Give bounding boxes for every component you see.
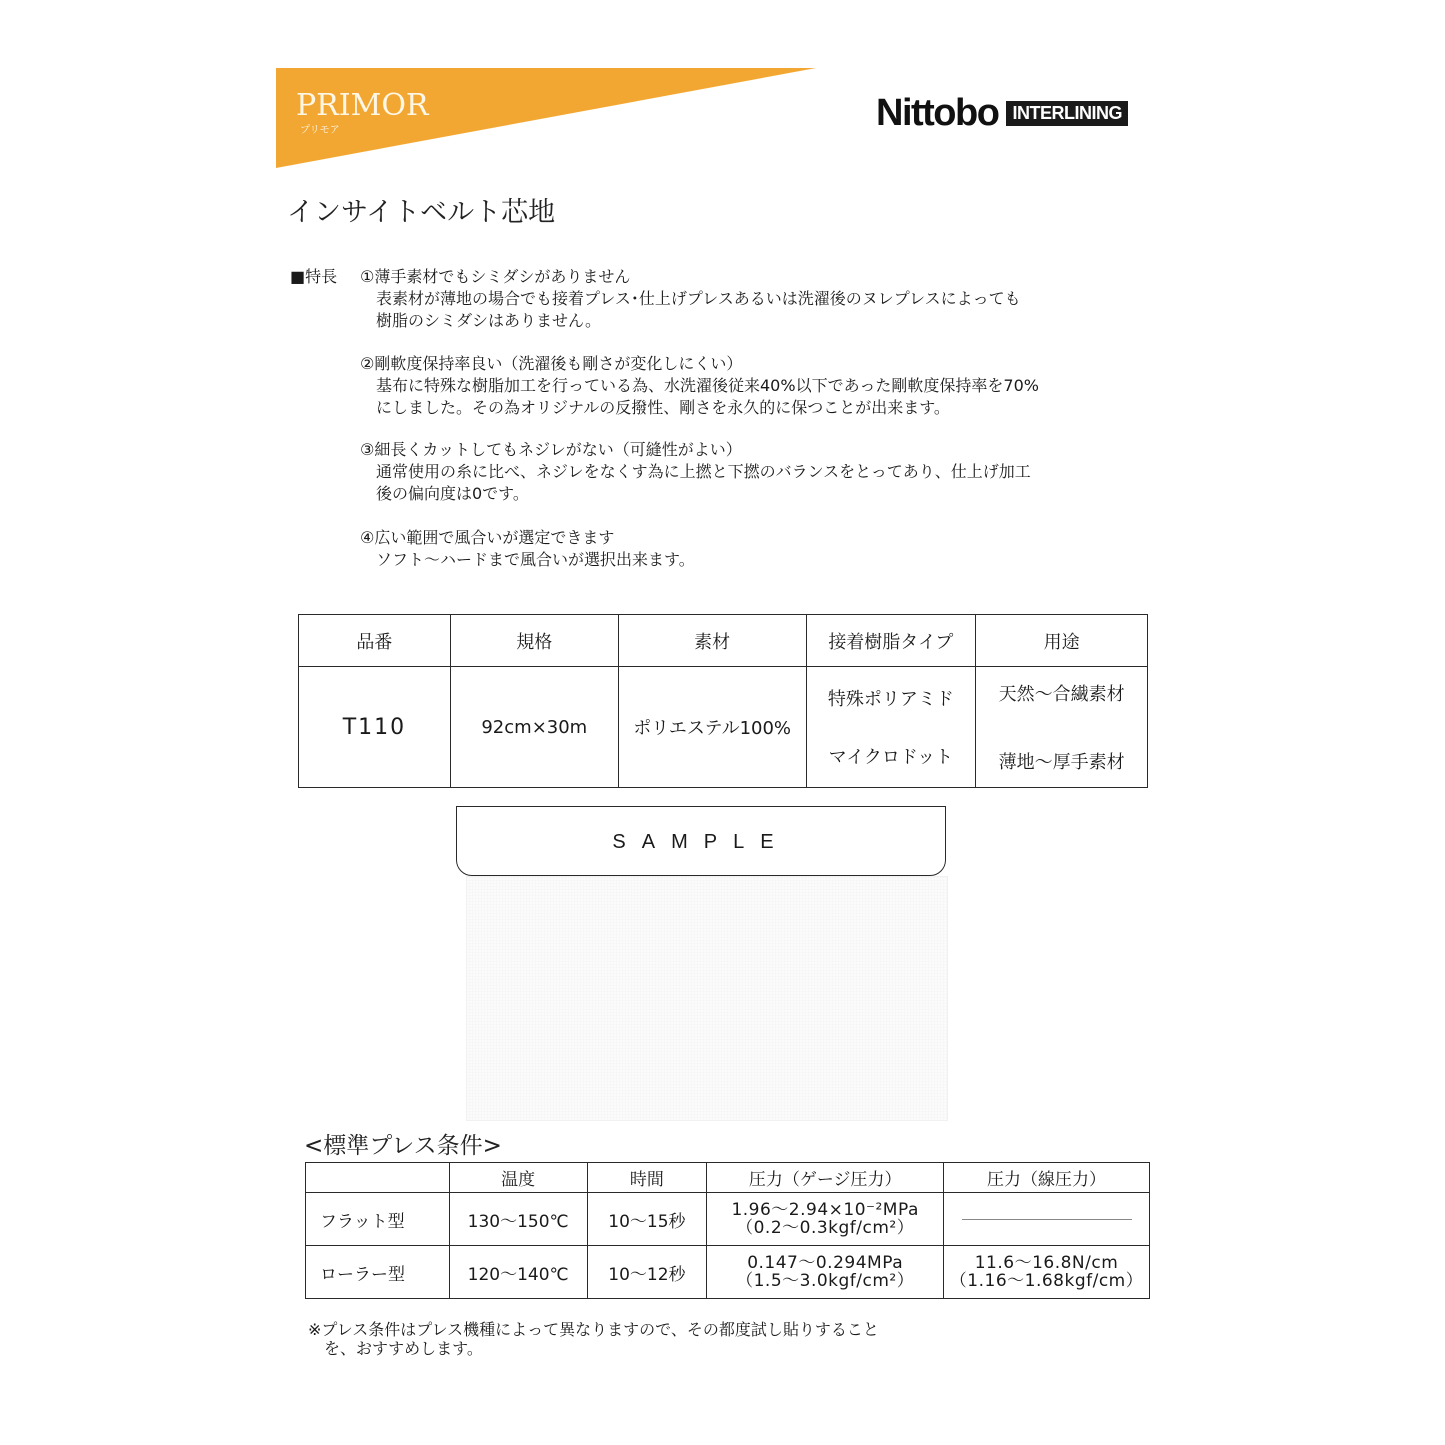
press-type: フラット型 bbox=[306, 1193, 450, 1246]
gauge-value-alt: （1.5～3.0kgf/cm²） bbox=[736, 1271, 915, 1291]
sample-tab bbox=[456, 806, 946, 876]
feature-item bbox=[360, 353, 1160, 419]
footnote-line: ※プレス条件はプレス機種によって異なりますので、その都度試し貼りすること bbox=[308, 1320, 879, 1339]
press-temp: 120～140℃ bbox=[449, 1246, 587, 1299]
gauge-value-alt: （0.2～0.3kgf/cm²） bbox=[736, 1218, 915, 1238]
resin-type: マイクロドット bbox=[828, 747, 954, 768]
press-header: 温度 bbox=[449, 1163, 587, 1193]
brand-name: Nittobo bbox=[876, 92, 999, 134]
nittobo-brand bbox=[876, 92, 1128, 135]
spec-table bbox=[298, 614, 1148, 788]
sample-label: SAMPLE bbox=[612, 831, 790, 853]
product-material: ポリエステル100% bbox=[618, 667, 806, 788]
press-header bbox=[306, 1163, 450, 1193]
gauge-value: 0.147～0.294MPa bbox=[747, 1253, 904, 1273]
usage-cell bbox=[976, 667, 1148, 788]
press-row bbox=[306, 1246, 1150, 1299]
resin-cell bbox=[806, 667, 976, 788]
feature-line: 表素材が薄地の場合でも接着プレス･仕上げプレスあるいは洗濯後のヌレプレスによっても bbox=[376, 289, 1021, 308]
press-type: ローラー型 bbox=[306, 1246, 450, 1299]
footnote-line: を、おすすめします。 bbox=[324, 1339, 483, 1358]
feature-heading: ④広い範囲で風合いが選定できます bbox=[360, 528, 615, 547]
spec-header: 素材 bbox=[618, 615, 806, 667]
feature-line: 後の偏向度は0です。 bbox=[376, 484, 529, 503]
product-code: T110 bbox=[299, 667, 451, 788]
press-line bbox=[944, 1246, 1150, 1299]
spec-header-row bbox=[299, 615, 1148, 667]
feature-line: 基布に特殊な樹脂加工を行っている為、水洗濯後従来40%以下であった剛軟度保持率を70% bbox=[376, 376, 1039, 395]
press-time: 10～12秒 bbox=[587, 1246, 707, 1299]
spec-header: 品番 bbox=[299, 615, 451, 667]
feature-item bbox=[360, 266, 1160, 332]
spec-row bbox=[299, 667, 1148, 788]
press-line-empty bbox=[944, 1193, 1150, 1246]
primor-logo: PRIMOR bbox=[296, 88, 429, 123]
press-gauge bbox=[707, 1246, 944, 1299]
feature-heading: ①薄手素材でもシミダシがありません bbox=[360, 267, 631, 286]
feature-line: ソフト～ハードまで風合いが選択出来ます。 bbox=[376, 550, 695, 569]
usage-item: 天然～合繊素材 bbox=[998, 684, 1125, 705]
feature-line: にしました。その為オリジナルの反撥性、剛さを永久的に保つことが出来ます。 bbox=[376, 398, 950, 417]
press-time: 10～15秒 bbox=[587, 1193, 707, 1246]
press-table bbox=[305, 1162, 1150, 1299]
empty-dash bbox=[962, 1219, 1132, 1220]
gauge-value: 1.96～2.94×10⁻²MPa bbox=[731, 1200, 919, 1220]
resin-type: 特殊ポリアミド bbox=[827, 689, 954, 710]
product-size: 92cm×30m bbox=[450, 667, 618, 788]
brand-tag: INTERLINING bbox=[1006, 101, 1128, 126]
press-header: 圧力（線圧力） bbox=[944, 1163, 1150, 1193]
feature-item bbox=[360, 439, 1160, 505]
press-gauge bbox=[707, 1193, 944, 1246]
press-row bbox=[306, 1193, 1150, 1246]
feature-heading: ③細長くカットしてもネジレがない（可縫性がよい） bbox=[360, 440, 742, 459]
press-temp: 130～150℃ bbox=[449, 1193, 587, 1246]
usage-item: 薄地～厚手素材 bbox=[998, 752, 1125, 773]
feature-line: 樹脂のシミダシはありません。 bbox=[376, 311, 601, 330]
primor-logo-kana: プリモア bbox=[300, 125, 340, 136]
page-title: インサイトベルト芯地 bbox=[287, 197, 556, 228]
spec-header: 規格 bbox=[450, 615, 618, 667]
press-header: 圧力（ゲージ圧力） bbox=[707, 1163, 944, 1193]
spec-header: 用途 bbox=[976, 615, 1148, 667]
fabric-sample-swatch bbox=[466, 876, 948, 1121]
feature-heading: ②剛軟度保持率良い（洗濯後も剛さが変化しにくい） bbox=[360, 354, 743, 373]
feature-line: 通常使用の糸に比べ、ネジレをなくす為に上撚と下撚のバランスをとってあり、仕上げ加工 bbox=[376, 462, 1031, 481]
spec-header: 接着樹脂タイプ bbox=[806, 615, 976, 667]
feature-item bbox=[360, 527, 1160, 571]
press-conditions-title: <標準プレス条件> bbox=[304, 1133, 502, 1159]
press-header-row bbox=[306, 1163, 1150, 1193]
press-header: 時間 bbox=[587, 1163, 707, 1193]
line-value-alt: （1.16～1.68kgf/cm） bbox=[949, 1271, 1144, 1291]
features-label: ■特長 bbox=[290, 267, 338, 286]
footnote bbox=[308, 1320, 879, 1358]
line-value: 11.6～16.8N/cm bbox=[974, 1253, 1119, 1273]
